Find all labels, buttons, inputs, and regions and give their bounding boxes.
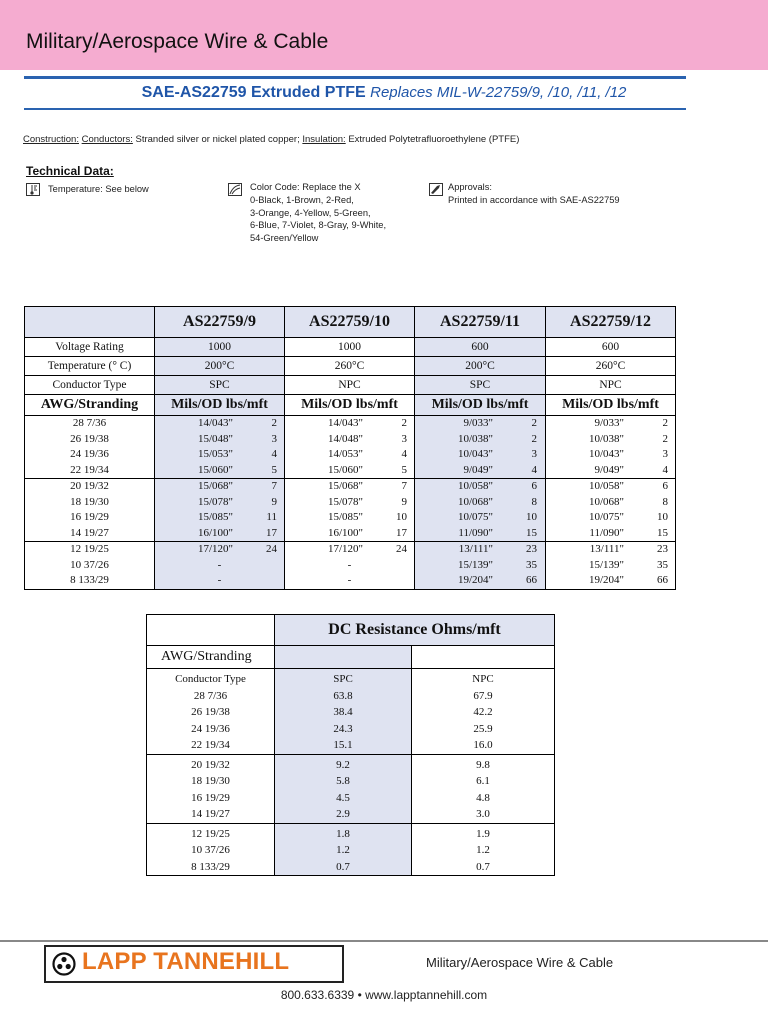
mils-od-value: 14/043" <box>197 417 233 429</box>
resistance-value: 1.2 <box>476 844 490 856</box>
weight-value: 24 <box>266 543 277 555</box>
color-code-icon <box>228 183 242 196</box>
mils-od-value: 14/048" <box>327 432 363 445</box>
spec-cell-group <box>155 479 285 542</box>
resistance-header-row <box>147 615 555 646</box>
resistance-npc-cell <box>412 823 555 876</box>
temperature-text: Temperature: See below <box>48 184 149 194</box>
resistance-npc-cell <box>412 754 555 823</box>
mils-od-value: 16/100" <box>327 526 363 539</box>
resistance-value: 38.4 <box>333 706 353 718</box>
conductor-type-label: Conductor Type <box>175 673 246 685</box>
weight-value: 10 <box>526 511 537 523</box>
resistance-value: 25.9 <box>473 722 493 735</box>
mils-od-value: 17/120" <box>197 543 233 555</box>
awg-value: 12 19/25 <box>191 827 230 840</box>
thermometer-icon <box>26 183 40 196</box>
mils-od-value: 19/204" <box>457 574 493 586</box>
spec-cell-group <box>285 542 415 590</box>
cell: 260°C <box>285 357 415 376</box>
weight-value: 24 <box>396 543 407 555</box>
product-replaces: Replaces MIL-W-22759/9, /10, /11, /12 <box>370 84 627 101</box>
resistance-value: 24.3 <box>333 722 353 735</box>
cell: 1000 <box>285 338 415 357</box>
weight-value: 2 <box>401 417 407 429</box>
weight-value: 2 <box>662 432 668 445</box>
awg-value: 22 19/34 <box>70 463 109 476</box>
spec-awg-row <box>25 395 676 416</box>
conductor-col-label: NPC <box>472 673 494 685</box>
cell: NPC <box>285 376 415 395</box>
mils-od-value: 15/053" <box>197 448 233 460</box>
mils-od-value: 15/060" <box>327 463 363 476</box>
weight-value: 8 <box>531 495 537 508</box>
weight-value: 6 <box>531 480 537 492</box>
color-code-text: Color Code: Replace the X 0-Black, 1-Brown, 2-Red, 3-Orange, 4-Yellow, 5-Green, 6-Blue, 7-Violet, 8-Gray, 9-White, 54-Green/Yellow <box>250 182 387 244</box>
resistance-value: 1.2 <box>336 844 350 856</box>
resistance-awg-row <box>147 646 555 669</box>
weight-value: 35 <box>657 558 668 571</box>
spec-cell-group <box>285 479 415 542</box>
mils-od-value: 10/043" <box>588 448 624 460</box>
weight-value: 3 <box>662 448 668 460</box>
mils-od-value: 11/090" <box>589 526 624 539</box>
weight-value: 4 <box>662 463 668 476</box>
weight-value: 9 <box>401 495 407 508</box>
spec-row-temperature <box>25 357 676 376</box>
awg-value: 24 19/36 <box>191 722 230 735</box>
weight-value: 17 <box>266 526 277 539</box>
resistance-table <box>146 614 555 876</box>
spec-row-voltage <box>25 338 676 357</box>
resistance-title: DC Resistance Ohms/mft <box>275 615 555 646</box>
awg-value: 10 37/26 <box>70 558 109 571</box>
resistance-value: 1.9 <box>476 827 490 840</box>
cell: 600 <box>546 338 676 357</box>
mils-od-value: 13/111" <box>458 543 493 555</box>
cell: 200°C <box>415 357 546 376</box>
mils-od-value: 17/120" <box>327 543 363 555</box>
resistance-awg-cell <box>147 669 275 755</box>
resistance-group-row <box>147 754 555 823</box>
footer-section-title: Military/Aerospace Wire & Cable <box>426 955 614 970</box>
mils-od-value: 9/049" <box>594 463 624 476</box>
mils-od-value: 19/204" <box>588 574 624 586</box>
weight-value: 35 <box>526 558 537 571</box>
resistance-value: 67.9 <box>473 689 493 702</box>
resistance-value: 5.8 <box>336 775 350 787</box>
spec-col-header: AS22759/11 <box>415 307 546 338</box>
construction-label: Construction: <box>23 134 79 145</box>
spec-cell-group <box>155 416 285 479</box>
mils-od-value: 10/075" <box>588 511 624 523</box>
mils-od-value: 15/085" <box>197 511 233 523</box>
banner-title: Military/Aerospace Wire & Cable <box>26 30 329 53</box>
awg-value: 26 19/38 <box>70 432 109 445</box>
resistance-value: 4.5 <box>336 791 350 804</box>
awg-list <box>25 479 155 542</box>
mils-od-value: - <box>217 558 222 571</box>
awg-list <box>25 416 155 479</box>
approval-icon <box>428 183 444 196</box>
cell: SPC <box>155 376 285 395</box>
awg-value: 28 7/36 <box>72 417 107 429</box>
mils-od-value: 10/068" <box>588 495 624 508</box>
lapp-logo-icon <box>52 952 76 976</box>
weight-value: 5 <box>401 463 407 476</box>
resistance-group-row <box>147 669 555 755</box>
mils-od-value: 15/139" <box>457 558 493 571</box>
awg-value: 18 19/30 <box>191 775 230 787</box>
spec-cell-group <box>415 542 546 590</box>
weight-value: 8 <box>662 495 668 508</box>
awg-value: 16 19/29 <box>70 511 109 523</box>
awg-label: AWG/Stranding <box>25 395 155 416</box>
mils-od-value: 9/049" <box>463 463 493 476</box>
insulation-label: Insulation: <box>302 134 346 145</box>
mils-od-value: 10/075" <box>457 511 493 523</box>
resistance-value: 3.0 <box>476 808 490 820</box>
resistance-spc-cell <box>275 754 412 823</box>
awg-value: 20 19/32 <box>191 758 230 771</box>
mils-od-header: Mils/OD lbs/mft <box>285 395 415 416</box>
insulation-text: Extruded Polytetrafluoroethylene (PTFE) <box>348 134 520 145</box>
mils-od-value: - <box>217 574 222 586</box>
company-logo <box>44 945 344 983</box>
spec-cell-group <box>546 416 676 479</box>
awg-value: 18 19/30 <box>70 495 109 508</box>
resistance-header-blank <box>147 615 275 646</box>
mils-od-value: 15/078" <box>327 495 363 508</box>
resistance-value: 4.8 <box>476 791 490 804</box>
spec-cell-group <box>546 542 676 590</box>
mils-od-value: 10/043" <box>457 448 493 460</box>
cell: 260°C <box>546 357 676 376</box>
resistance-groups <box>147 669 555 876</box>
technical-data-title: Technical Data: <box>26 164 114 178</box>
resistance-value: 2.9 <box>336 808 350 820</box>
cell: 1000 <box>155 338 285 357</box>
weight-value: 15 <box>657 526 668 539</box>
mils-od-value: 15/085" <box>327 511 363 523</box>
resistance-value: 0.7 <box>476 860 490 873</box>
mils-od-value: 9/033" <box>463 417 493 429</box>
resistance-value: 63.8 <box>333 689 353 702</box>
mils-od-value: 15/060" <box>197 463 233 476</box>
mils-od-header: Mils/OD lbs/mft <box>415 395 546 416</box>
row-label: Temperature (° C) <box>25 357 155 376</box>
awg-value: 8 133/29 <box>191 860 230 873</box>
weight-value: 3 <box>531 448 537 460</box>
weight-value: 4 <box>401 448 407 460</box>
awg-value: 14 19/27 <box>191 808 230 820</box>
resistance-value: 6.1 <box>476 775 490 787</box>
weight-value: 15 <box>526 526 537 539</box>
weight-value: 9 <box>271 495 277 508</box>
awg-value: 16 19/29 <box>191 791 230 804</box>
spec-header-blank <box>25 307 155 338</box>
resistance-spc-cell <box>275 669 412 755</box>
resistance-blank-cell <box>275 646 412 669</box>
resistance-blank-cell <box>412 646 555 669</box>
resistance-value: 16.0 <box>473 739 493 751</box>
spec-cell-group <box>415 416 546 479</box>
weight-value: 3 <box>271 432 277 445</box>
spec-header-row <box>25 307 676 338</box>
weight-value: 66 <box>657 574 668 586</box>
mils-od-value: 10/068" <box>457 495 493 508</box>
resistance-value: 42.2 <box>473 706 493 718</box>
footer-divider <box>0 940 768 942</box>
awg-value: 24 19/36 <box>70 448 109 460</box>
resistance-value: 15.1 <box>333 739 353 751</box>
spec-col-header: AS22759/12 <box>546 307 676 338</box>
weight-value: 6 <box>662 480 668 492</box>
logo-text: LAPP TANNEHILL <box>82 948 290 975</box>
weight-value: 11 <box>266 511 277 523</box>
resistance-awg-cell <box>147 754 275 823</box>
mils-od-value: 10/038" <box>457 432 493 445</box>
spec-cell-group <box>415 479 546 542</box>
weight-value: 23 <box>526 543 537 555</box>
spec-col-header: AS22759/9 <box>155 307 285 338</box>
mils-od-value: 10/058" <box>457 480 493 492</box>
spec-group-row <box>25 479 676 542</box>
spec-col-header: AS22759/10 <box>285 307 415 338</box>
awg-value: 10 37/26 <box>191 844 230 856</box>
resistance-npc-cell <box>412 669 555 755</box>
awg-value: 28 7/36 <box>193 689 228 702</box>
resistance-value: 1.8 <box>336 827 350 840</box>
weight-value: 10 <box>657 511 668 523</box>
awg-value: 12 19/25 <box>70 543 109 555</box>
spec-cell-group <box>546 479 676 542</box>
mils-od-header: Mils/OD lbs/mft <box>546 395 676 416</box>
weight-value: 7 <box>271 480 277 492</box>
construction-line <box>23 134 519 145</box>
mils-od-value: - <box>347 574 352 586</box>
row-label: Voltage Rating <box>25 338 155 357</box>
weight-value: 3 <box>401 432 407 445</box>
awg-list <box>25 542 155 590</box>
weight-value: 10 <box>396 511 407 523</box>
mils-od-value: 16/100" <box>197 526 233 539</box>
cell: 600 <box>415 338 546 357</box>
weight-value: 2 <box>271 417 277 429</box>
conductor-col-label: SPC <box>333 673 353 685</box>
weight-value: 5 <box>271 463 277 476</box>
resistance-awg-cell <box>147 823 275 876</box>
spec-group-row <box>25 416 676 479</box>
cell: 200°C <box>155 357 285 376</box>
mils-od-value: 15/139" <box>588 558 624 571</box>
weight-value: 66 <box>526 574 537 586</box>
mils-od-value: 14/053" <box>327 448 363 460</box>
mils-od-value: 15/068" <box>327 480 363 492</box>
resistance-group-row <box>147 823 555 876</box>
weight-value: 23 <box>657 543 668 555</box>
mils-od-value: 13/111" <box>589 543 624 555</box>
product-title: SAE-AS22759 Extruded PTFE <box>141 84 366 101</box>
spec-cell-group <box>155 542 285 590</box>
spec-row-conductor <box>25 376 676 395</box>
weight-value: 17 <box>396 526 407 539</box>
awg-value: 8 133/29 <box>70 574 109 586</box>
weight-value: 7 <box>401 480 407 492</box>
spec-groups <box>25 416 676 590</box>
resistance-value: 0.7 <box>336 860 350 873</box>
cell: NPC <box>546 376 676 395</box>
title-rule-bottom <box>24 108 686 110</box>
mils-od-value: 15/078" <box>197 495 233 508</box>
header-banner <box>0 0 768 70</box>
product-heading <box>0 84 768 102</box>
weight-value: 2 <box>662 417 668 429</box>
mils-od-value: 15/068" <box>197 480 233 492</box>
resistance-awg-label: AWG/Stranding <box>147 646 275 669</box>
footer-contact: 800.633.6339 • www.lapptannehill.com <box>280 988 488 1002</box>
resistance-spc-cell <box>275 823 412 876</box>
awg-value: 20 19/32 <box>70 480 109 492</box>
row-label: Conductor Type <box>25 376 155 395</box>
mils-od-value: 14/043" <box>327 417 363 429</box>
weight-value: 2 <box>531 417 537 429</box>
awg-value: 26 19/38 <box>191 706 230 718</box>
conductors-label: Conductors: <box>81 134 133 145</box>
weight-value: 4 <box>271 448 277 460</box>
title-rule-top <box>24 76 686 79</box>
spec-group-row <box>25 542 676 590</box>
weight-value: 2 <box>531 432 537 445</box>
mils-od-value: 15/048" <box>197 432 233 445</box>
awg-value: 14 19/27 <box>70 526 109 539</box>
weight-value: 4 <box>531 463 537 476</box>
mils-od-value: 10/038" <box>588 432 624 445</box>
mils-od-header: Mils/OD lbs/mft <box>155 395 285 416</box>
approvals-text: Approvals: Printed in accordance with SAE-AS22759 <box>448 182 620 205</box>
spec-table <box>24 306 676 590</box>
resistance-value: 9.2 <box>336 758 350 771</box>
mils-od-value: - <box>347 558 352 571</box>
conductors-text: Stranded silver or nickel plated copper; <box>135 134 300 145</box>
mils-od-value: 11/090" <box>458 526 493 539</box>
mils-od-value: 9/033" <box>594 417 624 429</box>
awg-value: 22 19/34 <box>191 739 230 751</box>
resistance-value: 9.8 <box>476 758 490 771</box>
spec-cell-group <box>285 416 415 479</box>
cell: SPC <box>415 376 546 395</box>
mils-od-value: 10/058" <box>588 480 624 492</box>
